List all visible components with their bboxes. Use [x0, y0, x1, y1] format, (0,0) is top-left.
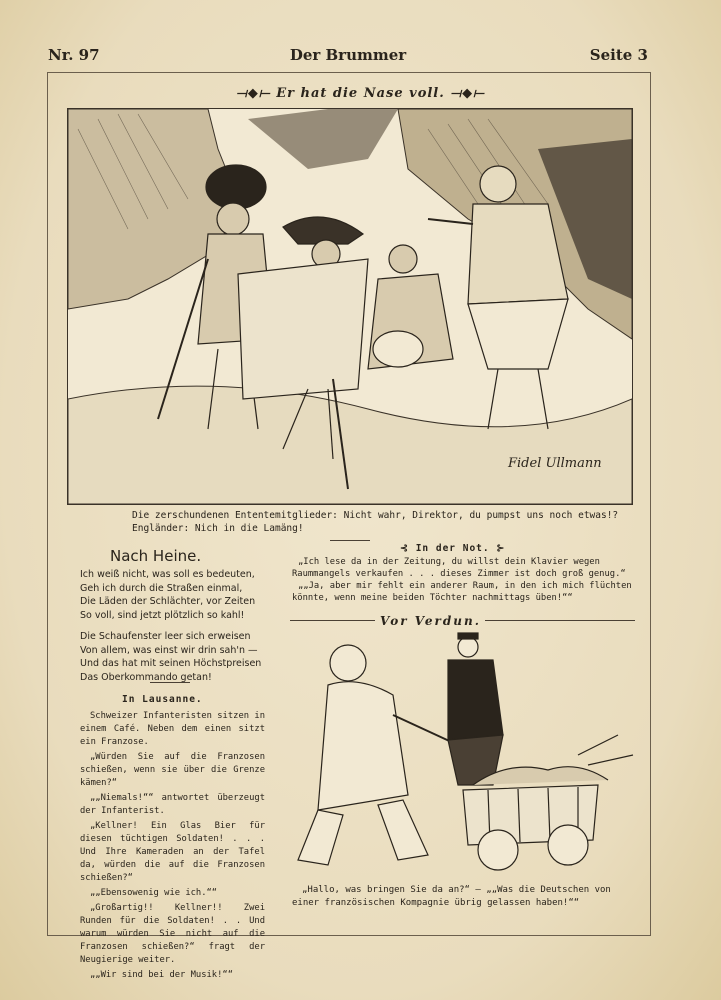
in-der-not-title: ⊰ In der Not. ⊱ [400, 543, 506, 554]
divider-short [330, 540, 370, 541]
ornament-right-icon: ⟞◆⟝ [450, 86, 485, 101]
ornament-icon: ⊰ [400, 543, 416, 554]
lausanne-title: In Lausanne. [122, 694, 203, 705]
issue-number: Nr. 97 [48, 46, 100, 64]
verdun-caption: „Hallo, was bringen Sie da an?“ — „„Was die Deutschen von einer französischen Kompagnie übrig gelassen haben!““ [292, 885, 611, 908]
article-paragraph: „Kellner! Ein Glas Bier für diesen tüchtigen Soldaten! . . . Und Ihre Kameraden an der Tafel da, würden die auf die Franzosen schießen?“ [80, 821, 265, 883]
rule-left [290, 620, 375, 621]
article-paragraph: „Ich lese da in der Zeitung, du willst dein Klavier wegen Raummangels verkaufen . . . dieses Zimmer ist doch groß genug.“ [292, 557, 626, 579]
article-paragraph: „Großartig!! Kellner!! Zwei Runden für die Soldaten! . . Und warum würden Sie nicht auf die Franzosen schießen?“ fragt der Neugierige weiter. [80, 903, 265, 965]
poem-line: Die Schaufenster leer sich erweisen [80, 631, 251, 642]
ornament-left-icon: ⟞◆⟝ [236, 86, 277, 101]
verdun-title: Vor Verdun. [380, 614, 481, 628]
article-paragraph: „„Wir sind bei der Musik!““ [90, 970, 233, 980]
cartoon-illustration [67, 108, 633, 505]
article-paragraph: „„Ja, aber mir fehlt ein anderer Raum, in den ich mich flüchten könnte, wenn meine beiden Töchter nachmittags üben!““ [292, 581, 632, 603]
article-paragraph: „„Niemals!““ antwortet überzeugt der Infanterist. [80, 793, 265, 816]
caption-line-entente: Die zerschundenen Ententemitglieder: Nicht wahr, Direktor, du pumpst uns noch etwas!? [132, 510, 619, 521]
page-number: Seite 3 [589, 46, 648, 64]
article-paragraph: „„Ebensowenig wie ich.““ [90, 888, 218, 898]
poem-line: So voll, sind jetzt plötzlich so kahl! [80, 609, 245, 621]
ornament-icon: ⊱ [489, 543, 506, 554]
artist-signature: Fidel Ullmann [508, 456, 602, 471]
newspaper-title: Der Brummer [289, 46, 407, 64]
poem-line: Und das hat mit seinen Höchstpreisen [80, 658, 262, 669]
poem-line: Ich weiß nicht, was soll es bedeuten, [80, 569, 255, 580]
poem-line: Das Oberkommando getan! [80, 671, 212, 683]
in-der-not-article [292, 556, 637, 604]
rule-right [485, 620, 635, 621]
cartoon-title: ⟞◆⟝ Er hat die Nase voll. ⟞◆⟝ [236, 86, 485, 101]
divider-short [150, 682, 190, 683]
caption-line-englaender: Engländer: Nich in die Lamäng! [132, 523, 304, 534]
article-paragraph: Schweizer Infanteristen sitzen in einem Café. Neben dem einen sitzt ein Franzose. [80, 711, 265, 747]
poem-body [80, 568, 280, 692]
article-paragraph: „Würden Sie auf die Franzosen schießen, wenn sie über die Grenze kämen?“ [80, 752, 265, 788]
page-header [48, 46, 648, 68]
lausanne-article [80, 710, 265, 984]
poem-line: Die Läden der Schlächter, vor Zeiten [80, 596, 256, 607]
cartoon-caption [132, 509, 632, 535]
poem-line: Geh ich durch die Straßen einmal, [80, 582, 243, 594]
poem-line: Von allem, was einst wir drin sah'n — [80, 644, 258, 656]
poem-title: Nach Heine. [110, 547, 202, 565]
verdun-illustration [288, 625, 638, 880]
